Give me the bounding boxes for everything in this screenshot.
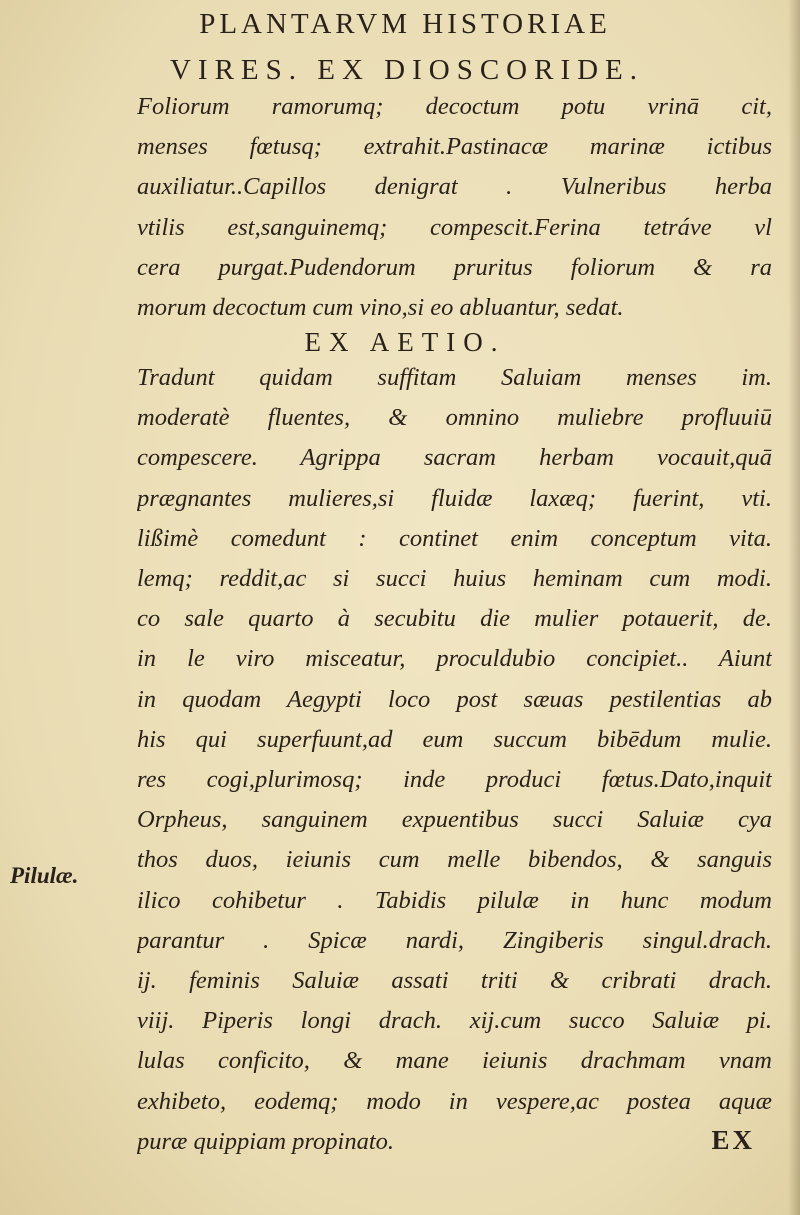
text-line: morum decoctum cum vino,si eo abluantur, sedat. (137, 294, 624, 322)
text-line: auxiliatur..Capillos denigrat . Vulneribus herba (137, 173, 772, 201)
text-line: res cogi,plurimosq; inde produci fœtus.Dato,inquit (137, 766, 772, 794)
text-line: Foliorum ramorumq; decoctum potu vrinā cit, (137, 93, 772, 120)
text-line: his qui superfuunt,ad eum succum bibēdum mulie. (137, 725, 772, 753)
text-line: Tradunt quidam suffitam Saluiam menses im. (137, 364, 772, 391)
catchword: EX (711, 1125, 755, 1155)
text-line: ij. feminis Saluiæ assati triti & cribrati drach. (137, 967, 772, 995)
text-line: in quodam Aegypti loco post sæuas pestilentias ab (137, 685, 772, 713)
text-line: puræ quippiam propinato. (137, 1127, 395, 1155)
text-line: co sale quarto à secubitu die mulier potauerit, de. (137, 605, 772, 633)
text-line: lulas conficito, & mane ieiunis drachmam vnam (137, 1047, 772, 1075)
section-heading-dioscoride: VIRES. EX DIOSCORIDE. (169, 54, 645, 86)
margin-note: Pilulæ. (10, 863, 79, 888)
text-line: vtilis est,sanguinemq; compescit.Ferina tetráve vl (137, 213, 772, 241)
text-block-dioscoride (137, 87, 772, 328)
page-edge-shadow (788, 0, 800, 1215)
text-line: menses fœtusq; extrahit.Pastinacæ marinæ ictibus (137, 133, 772, 161)
text-line: cera purgat.Pudendorum pruritus foliorum & ra (137, 253, 772, 281)
text-line: thos duos, ieiunis cum melle bibendos, & sanguis (137, 846, 772, 874)
text-line: viij. Piperis longi drach. xij.cum succo Saluiæ pi. (137, 1007, 772, 1035)
text-line: exhibeto, eodemq; modo in vespere,ac postea aquæ (137, 1087, 772, 1115)
running-head: PLANTARVM HISTORIAE (199, 8, 611, 40)
text-line: parantur . Spicæ nardi, Zingiberis singul.drach. (137, 926, 772, 954)
text-line: moderatè fluentes, & omnino muliebre profluuiū (137, 404, 772, 432)
text-line: lemq; reddit,ac si succi huius heminam cum modi. (137, 565, 772, 593)
text-line: Orpheus, sanguinem expuentibus succi Saluiæ cya (137, 806, 772, 834)
text-line: lißimè comedunt : continet enim conceptum vita. (137, 524, 772, 552)
section-heading-aetio: EX AETIO. (304, 327, 506, 357)
text-block-aetio (137, 358, 772, 1162)
text-line: compescere. Agrippa sacram herbam vocauit,quā (137, 444, 772, 472)
text-line: in le viro misceatur, proculdubio concipiet.. Aiunt (137, 645, 772, 673)
text-line: prægnantes mulieres,si fluidæ laxæq; fuerint, vti. (137, 484, 772, 512)
text-line: ilico cohibetur . Tabidis pilulæ in hunc modum (137, 886, 772, 914)
